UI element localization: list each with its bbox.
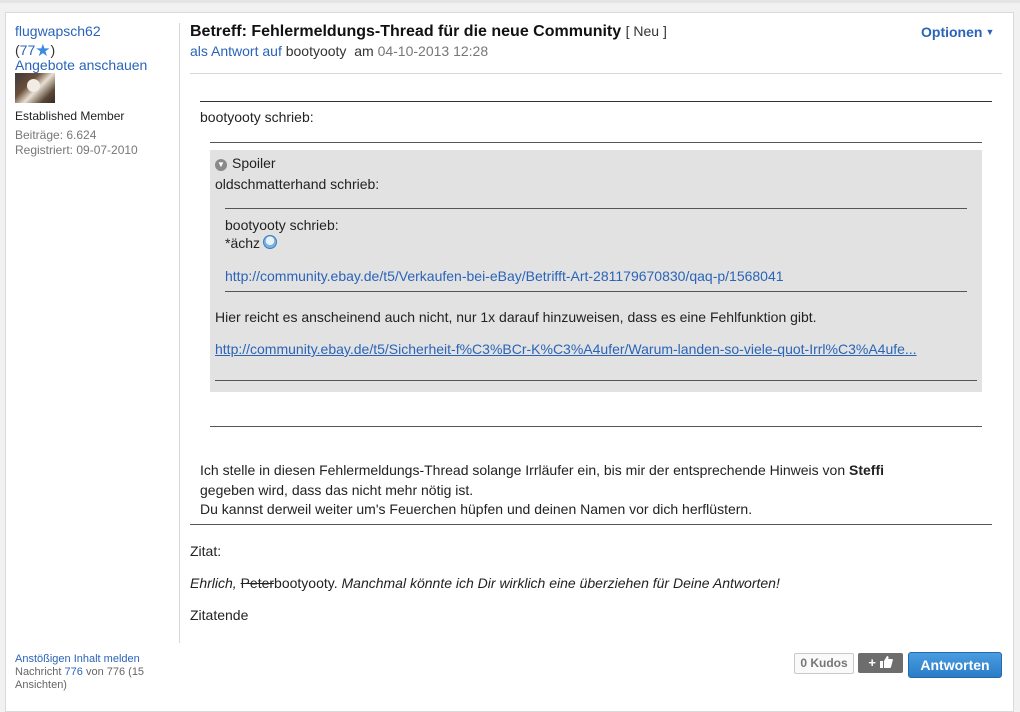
body-line-1 [200, 461, 990, 481]
reply-button[interactable]: Antworten [908, 652, 1002, 678]
spoiler-toggle[interactable] [215, 155, 276, 172]
star-icon: ★ [35, 41, 51, 60]
signature-part1: Ehrlich, [190, 575, 237, 591]
author-post-count: Beiträge: 6.624 [15, 128, 97, 142]
inner-link-text[interactable]: http://community.ebay.de/t5/Sicherheit-f%C3%BCr-K%C3%A4ufer/Warum-landen-so-viele-quot-Irrl%C3%A4ufe... [215, 341, 917, 357]
message-number [15, 666, 165, 692]
reply-info [190, 43, 488, 59]
header-divider [190, 73, 1002, 74]
quote-rule-top [200, 101, 992, 102]
signature-italic: Manchmal könnte ich Dir wirklich eine überziehen für Deine Antworten! [341, 575, 780, 591]
kudos-open: ( [15, 42, 20, 58]
inner-quote-author: oldschmatterhand schrieb: [215, 176, 380, 192]
new-badge: [ Neu ] [625, 23, 667, 39]
inner-quote-rule-top [210, 142, 982, 143]
inner-quote-text: Hier reicht es anscheinend auch nicht, nur 1x darauf hinzuweisen, dass es eine Fehlfunktion gibt. [215, 309, 817, 325]
body-line-1-bold: Steffi [849, 462, 884, 478]
kudos-count-badge: 0 Kudos [794, 653, 854, 674]
author-registered: Registriert: 09-07-2010 [15, 143, 138, 157]
chevron-down-circle-icon: ▼ [215, 159, 227, 171]
signature-struck: Peter [240, 575, 275, 591]
signature-label: Zitat: [190, 543, 222, 559]
inner-quote-link[interactable] [215, 341, 917, 357]
author-kudos-count[interactable]: 77 [19, 42, 36, 58]
outer-quote-author: bootyooty schrieb: [200, 109, 314, 125]
body-line-3: Du kannst derweil weiter um's Feuerchen hüpfen und deinen Namen vor dich herflüstern. [200, 501, 753, 517]
post-date: 04-10-2013 12:28 [377, 43, 489, 59]
signature-rule [190, 524, 992, 525]
sidebar-divider [179, 23, 180, 643]
thumbs-up-icon [880, 656, 893, 668]
signature-quote [190, 575, 780, 591]
view-offers-link[interactable]: Angebote anschauen [15, 57, 148, 73]
msg-suffix: von 776 (15 Ansichten) [15, 666, 145, 691]
top-strip [0, 0, 1020, 3]
spoiler-label: Spoiler [232, 155, 276, 171]
caret-down-icon: ▼ [985, 27, 995, 37]
author-username-link[interactable]: flugwapsch62 [15, 23, 101, 39]
options-menu[interactable] [921, 24, 994, 40]
signature-end: Zitatende [190, 607, 249, 623]
inner-quote-rule-bottom [215, 380, 977, 381]
report-content-link[interactable]: Anstößigen Inhalt melden [15, 653, 140, 665]
innermost-text: *ächz [225, 235, 261, 251]
reply-to-prefix-link[interactable]: als Antwort auf [190, 43, 282, 59]
body-line-2: gegeben wird, dass das nicht mehr nötig ist. [200, 481, 474, 498]
give-kudos-button[interactable] [858, 653, 903, 673]
author-stats [15, 128, 138, 158]
kudos-plus: + [868, 655, 876, 670]
signature-part2: bootyooty. [274, 575, 338, 591]
post-subject [190, 23, 667, 41]
date-prefix: am [354, 43, 374, 59]
avatar[interactable] [15, 73, 55, 103]
author-rank: Established Member [15, 109, 125, 123]
options-label: Optionen [921, 24, 983, 40]
innermost-quote-author: bootyooty schrieb: [225, 217, 339, 233]
innermost-quote-rule-bottom [225, 291, 967, 292]
msg-number-link[interactable]: 776 [64, 666, 83, 678]
innermost-quote-rule-top [225, 208, 967, 209]
outer-quote-inner-rule [210, 426, 982, 427]
post-body [200, 461, 990, 520]
smiley-icon [263, 235, 277, 249]
innermost-quote-link[interactable] [225, 268, 784, 284]
innermost-link-text[interactable]: http://community.ebay.de/t5/Verkaufen-bei-eBay/Betrifft-Art-281179670830/qaq-p/1568041 [225, 268, 784, 284]
body-line-1-text: Ich stelle in diesen Fehlermeldungs-Thread solange Irrläufer ein, bis mir der entsprechende Hinweis von [200, 462, 846, 478]
subject-text: Betreff: Fehlermeldungs-Thread für die neue Community [190, 23, 622, 40]
innermost-quote-text [225, 235, 277, 251]
reply-to-user: bootyooty [285, 43, 347, 59]
kudos-close: ) [50, 42, 56, 58]
msg-prefix: Nachricht [15, 666, 62, 678]
